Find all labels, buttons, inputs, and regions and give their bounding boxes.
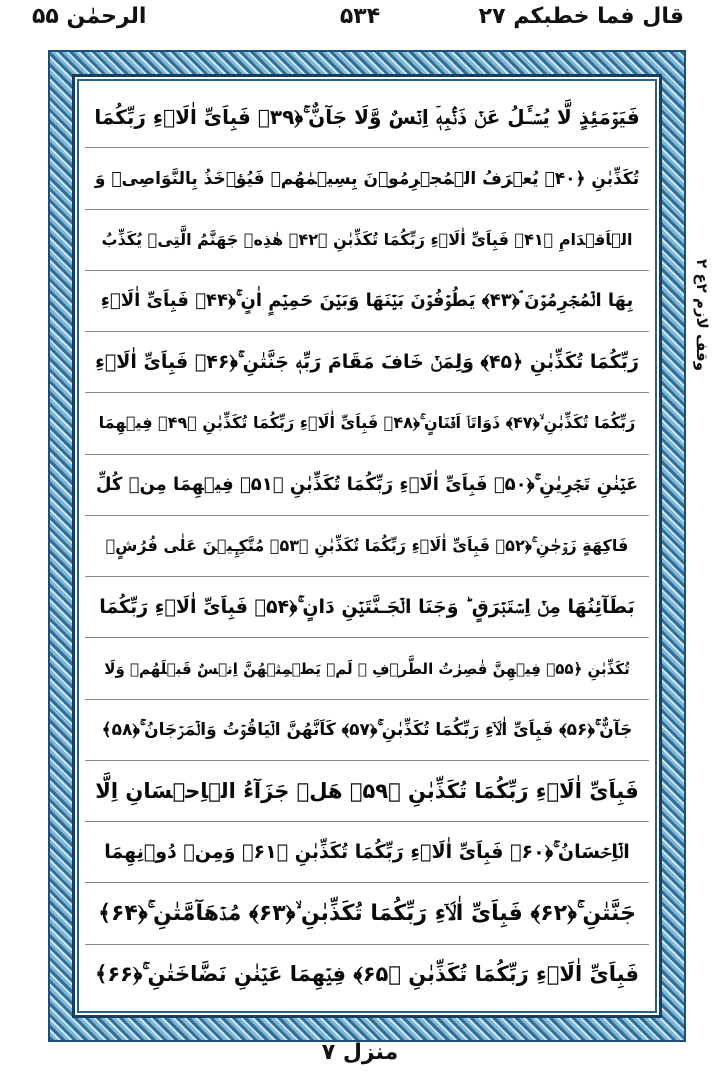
verse-line-1: فَيَوۡمَئِذٍ لَّا يُسۡـَٔلُ عَنۡ ذَنۡۢبِهٖۤ اِنۡسٌ وَّلَا جَآنٌّ ۚ﴿۳۹﴾ فَبِاَىِّ اٰلَاۤءِ رَبِّكُمَا [85, 87, 649, 148]
page-header [0, 0, 720, 50]
verse-line-13: الۡاِحۡسَانُ ۚ﴿۶۰﴾ فَبِاَىِّ اٰلَاۤءِ رَبِّكُمَا تُكَذِّبٰنِ ﴿۶۱﴾ وَمِنۡ دُوۡنِهِمَا [85, 822, 649, 883]
verse-line-15: فَبِاَىِّ اٰلَاۤءِ رَبِّكُمَا تُكَذِّبٰنِ ﴿۶۵﴾ فِيۡهِمَا عَيۡنٰنِ نَضَّاخَتٰنِ ۚ﴿۶۶﴾ [95, 962, 639, 987]
verse-line-12: فَبِاَىِّ اٰلَاۤءِ رَبِّكُمَا تُكَذِّبٰنِ ﴿۵۹﴾ هَلۡ جَزَآءُ الۡاِحۡسَانِ اِلَّا [85, 761, 649, 822]
verse-line-6: رَبِّكُمَا تُكَذِّبٰنِ ۙ﴿۴۷﴾ ذَوَاتَاۤ اَفۡنَانٍ ۚ﴿۴۸﴾ فَبِاَىِّ اٰلَاۤءِ رَبِّكُمَا تُكَذِّبٰنِ ﴿۴۹﴾ فِيۡهِمَا [85, 393, 649, 454]
ornamental-border [48, 50, 686, 1042]
margin-note: وقف لازم ۲ع ۲ [693, 258, 711, 372]
verse-line-8: فَاكِهَةٍ زَوۡجٰنِ ۚ﴿۵۲﴾ فَبِاَىِّ اٰلَاۤءِ رَبِّكُمَا تُكَذِّبٰنِ ﴿۵۳﴾ مُتَّكِـِٕيۡنَ عَلٰى فُرُشٍۢ [85, 516, 649, 577]
verse-line-11: جَآنٌّ ۚ﴿۵۶﴾ فَبِاَىِّ اٰلَاۤءِ رَبِّكُمَا تُكَذِّبٰنِ ۚ﴿۵۷﴾ كَاَنَّهُنَّ الۡيَاقُوۡتُ وَالۡمَرۡجَانُ ۚ﴿۵۸﴾ [85, 700, 649, 761]
surah-name: الرحمٰن ۵۵ [32, 4, 147, 29]
verse-line-4: بِهَا الۡمُجۡرِمُوۡنَ ۘ﴿۴۳﴾ يَطُوۡفُوۡنَ بَيۡنَهَا وَبَيۡنَ حَمِيۡمٍ اٰنٍ ۚ﴿۴۴﴾ فَبِاَىِّ اٰلَاۤءِ [85, 271, 649, 332]
para-name: قال فما خطبکم ۲۷ [478, 4, 684, 29]
verse-lines [85, 87, 649, 1005]
verse-line-7: عَيۡنٰنِ تَجۡرِيٰنِ ۚ﴿۵۰﴾ فَبِاَىِّ اٰلَاۤءِ رَبِّكُمَا تُكَذِّبٰنِ ﴿۵۱﴾ فِيۡهِمَا مِنۡ كُلِّ [85, 455, 649, 516]
verse-line-10: تُكَذِّبٰنِ ﴿۵۵﴾ فِيۡهِنَّ قٰصِرٰتُ الطَّرۡفِ ۙ لَمۡ يَطۡمِثۡهُنَّ اِنۡسٌ قَبۡلَهُمۡ وَلَا [85, 638, 649, 699]
verse-line-3: الۡاَقۡدَامِ ﴿۴۱﴾ فَبِاَىِّ اٰلَاۤءِ رَبِّكُمَا تُكَذِّبٰنِ ﴿۴۲﴾ هٰذِهٖ جَهَنَّمُ الَّتِىۡ يُكَذِّبُ [85, 210, 649, 271]
verse-line-5: رَبِّكُمَا تُكَذِّبٰنِ ﴿۴۵﴾ وَلِمَنۡ خَافَ مَقَامَ رَبِّهٖ جَنَّتٰنِ ۚ﴿۴۶﴾ فَبِاَىِّ اٰلَاۤءِ [85, 332, 649, 393]
page-number: ۵۳۴ [339, 4, 381, 29]
text-panel [72, 74, 662, 1018]
verse-line-14: جَنَّتٰنِ ۚ﴿۶۲﴾ فَبِاَىِّ اٰلَاۤءِ رَبِّكُمَا تُكَذِّبٰنِ ۙ﴿۶۳﴾ مُدۡهَآمَّتٰنِ ۚ﴿۶۴﴾ [85, 883, 649, 944]
verse-line-9: بَطَآئِنُهَا مِنۡ اِسۡتَبۡرَقٍ ؕ وَجَنَا الۡجَـنَّتَيۡنِ دَانٍ ۚ﴿۵۴﴾ فَبِاَىِّ اٰلَاۤءِ رَبِّكُمَا [85, 577, 649, 638]
manzil-label: منزل ۷ [321, 1040, 399, 1065]
verse-line-2: تُكَذِّبٰنِ ﴿۴۰﴾ يُعۡرَفُ الۡمُجۡرِمُوۡنَ بِسِيۡمٰهُمۡ فَيُؤۡخَذُ بِالنَّوَاصِىۡ وَ [85, 148, 649, 209]
